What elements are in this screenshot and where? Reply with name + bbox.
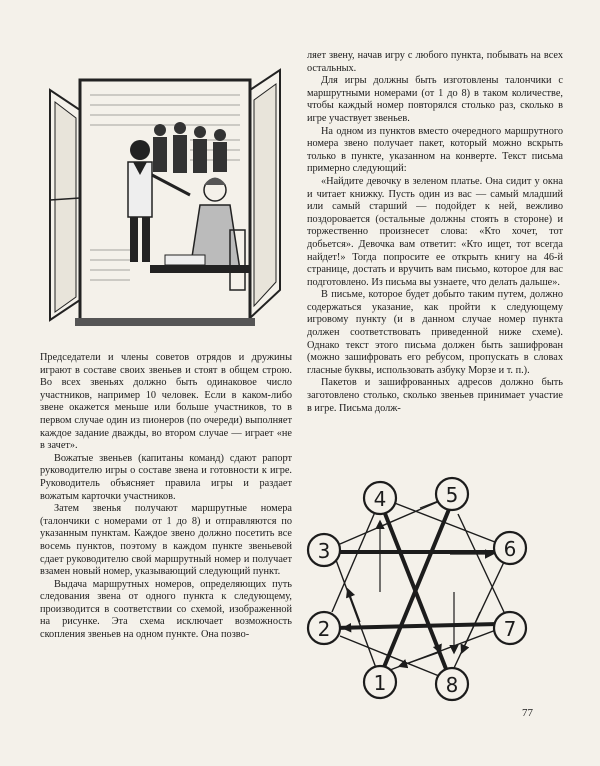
paragraph: Пакетов и зашифрованных адресов должно быть заготовлено столько, сколько звеньев принимает участие в игре. Письма долж- (307, 377, 563, 414)
route-node-label: 8 (445, 673, 459, 697)
right-column-text (307, 50, 563, 415)
route-node-label: 6 (503, 537, 517, 561)
paragraph: На одном из пунктов вместо очередного маршрутного номера звено получает пакет, который можно вскрыть только в пункте, указанном на конверте. Текст письма примерно следующий: (307, 125, 563, 175)
route-line (336, 560, 376, 668)
route-line (458, 514, 504, 612)
route-node-label: 4 (373, 487, 387, 511)
route-node-label: 7 (503, 617, 517, 641)
paragraph: Вожатые звеньев (капитаны команд) сдают рапорт руководителю игры о составе звена и готовности к игре. Руководитель объясняет правила игры и раздает вожатым карточки участников. (40, 452, 292, 502)
paragraph: ляет звену, начав игру с любого пункта, побывать на всех остальных. (307, 50, 563, 74)
paragraph: Председатели и члены советов отрядов и дружины играют в составе своих звеньев и стоят в общем строю. Во всех звеньях должно быть одинаковое число участников, например 10 человек. Если в каком-либо звене окажется меньше или больше участников, то в первом случае один из пионеров (по очереди) выполняет каждое задание дважды, во втором случае — играет «не в зачет». (40, 352, 292, 452)
paragraph: Затем звенья получают маршрутные номера (талончики с номерами от 1 до 8) и отправляются по указанным пунктам. Каждое звено должно посетить все восемь пунктов, поэтому в каждом пункте звеньевой сдает руководителю свой маршрутный номер и получает взамен новый номер, указывающий следующий пункт. (40, 503, 292, 578)
paragraph: Для игры должны быть изготовлены талончики с маршрутными номерами (от 1 до 8) в таком количестве, чтобы каждый номер повторялся столько раз, сколько в игре участвует звеньев. (307, 75, 563, 124)
route-node-label: 5 (445, 483, 459, 507)
paragraph: Выдача маршрутных номеров, определяющих путь следования звена от одного пункта к следующему, производится в соответствии со схемой, изображенной на рисунке. Эта схема исключает возможность скопления звеньев на одном пункте. Она позво- (40, 578, 292, 641)
route-arrow (462, 612, 480, 652)
paragraph: «Найдите девочку в зеленом платье. Она сидит у окна и читает книжку. Пусть один из вас — самый младший или самый старший — подойдет к ней, вежливо поздоровается (остальные должны стоять в стороне) и торжественно произнесет слова: «Кто хочет, тот добьется». Девочка вам ответит: «Кто ищет, тот всегда найдет!» Тогда попросите ее открыть книгу на 46-й странице, достать и вручить вам письмо, которое для вас подготовлено. Из письма вы узнаете, что делать дальше». (307, 175, 563, 288)
page-number: 77 (522, 707, 533, 719)
left-column-text (40, 352, 292, 642)
paragraph: В письме, которое будет добыто таким путем, должно содержаться указание, как пройти к следующему игровому пункту (и в данном случае номер пункта должен соответствовать приведенной ниже схеме). Однако текст этого письма должен быть зашифрован (можно зашифровать его ребусом, пропускать в словах гласные буквы, использовать азбуку Морзе и т. п.). (307, 289, 563, 376)
route-arrow (348, 590, 360, 622)
route-node-label: 1 (373, 671, 387, 695)
window-scene-illustration (40, 50, 290, 340)
route-diagram (300, 472, 540, 712)
route-arrow (400, 652, 440, 666)
route-arrow (382, 506, 440, 652)
route-node-label: 2 (317, 617, 331, 641)
route-line (332, 512, 375, 612)
route-node-label: 3 (317, 539, 331, 563)
